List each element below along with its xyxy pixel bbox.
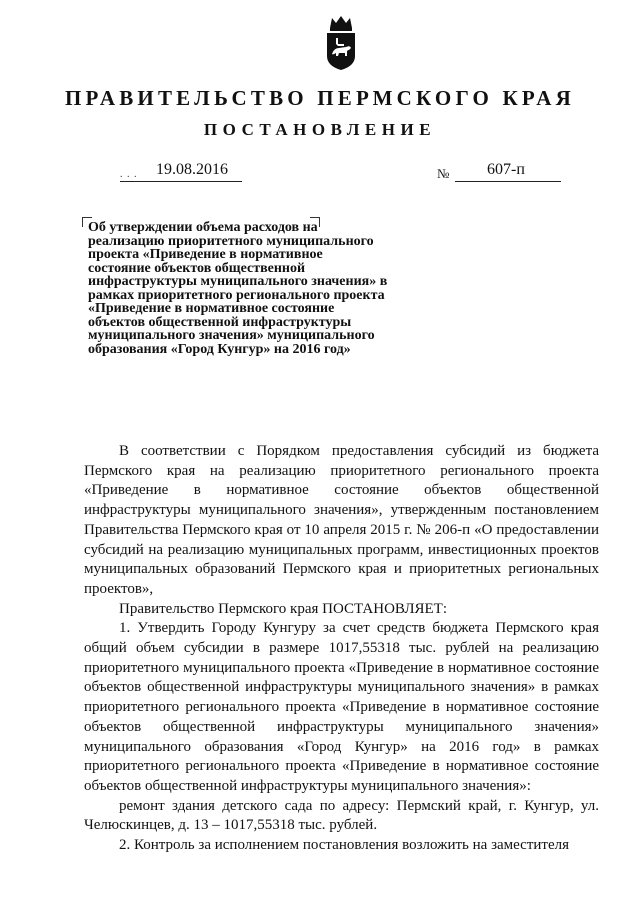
document-date: 19.08.2016 [156, 161, 228, 178]
date-field [120, 163, 242, 182]
document-subject: Об утверждении объема расходов на реализацию приоритетного муниципального проекта «Приведение в нормативное состояние объектов общественной инфраструктуры муниципального значения» в рамках приоритетного регионального проекта «Приведение в нормативное состояние объектов общественной инфраструктуры муниципального значения» муниципального образования «Город Кунгур» на 2016 год» [88, 220, 388, 357]
government-name: ПРАВИТЕЛЬСТВО ПЕРМСКОГО КРАЯ [64, 86, 575, 110]
item-2-paragraph: 2. Контроль за исполнением постановления возложить на заместителя [119, 837, 570, 854]
resolution-statement: Правительство Пермского края ПОСТАНОВЛЯЕТ: [119, 600, 448, 617]
item-1-paragraph: 1. Утвердить Городу Кунгуру за счет средств бюджета Пермского края общий объем субсидии в размере 1017,55318 тыс. рублей на реализацию приоритетного муниципального проекта «Приведение в нормативное состояние объектов общественной инфраструктуры муниципального значения» в рамках приоритетного регионального проекта «Приведение в нормативное состояние объектов общественной инфраструктуры муниципального значения» муниципального образования «Город Кунгур» на 2016 год» в рамках приоритетного регионального проекта «Приведение в нормативное состояние объектов общественной инфраструктуры муниципального значения»: [84, 620, 599, 794]
number-label: № [437, 166, 450, 181]
preamble-paragraph: В соответствии с Порядком предоставления субсидий из бюджета Пермского края на реализацию приоритетного регионального проекта «Приведение в нормативное состояние объектов общественной инфраструктуры муниципального значения», утвержденным постановлением Правительства Пермского края от 10 апреля 2015 г. № 206-п «О предоставлении субсидий на реализацию муниципальных программ, инвестиционных проектов муниципальных образований Пермского края и приоритетных региональных проектов», [84, 443, 599, 597]
item-1-detail-paragraph: ремонт здания детского сада по адресу: Пермский край, г. Кунгур, ул. Челюскинцев, д. 13 – 1017,55318 тыс. рублей. [84, 797, 599, 834]
document-type: ПОСТАНОВЛЕНИЕ [203, 120, 437, 139]
document-number: 607-п [487, 161, 525, 178]
dotted-leader: . . . [120, 169, 138, 180]
perm-krai-coat-of-arms-icon [322, 14, 360, 72]
document-body [84, 442, 599, 856]
number-field [455, 163, 561, 182]
